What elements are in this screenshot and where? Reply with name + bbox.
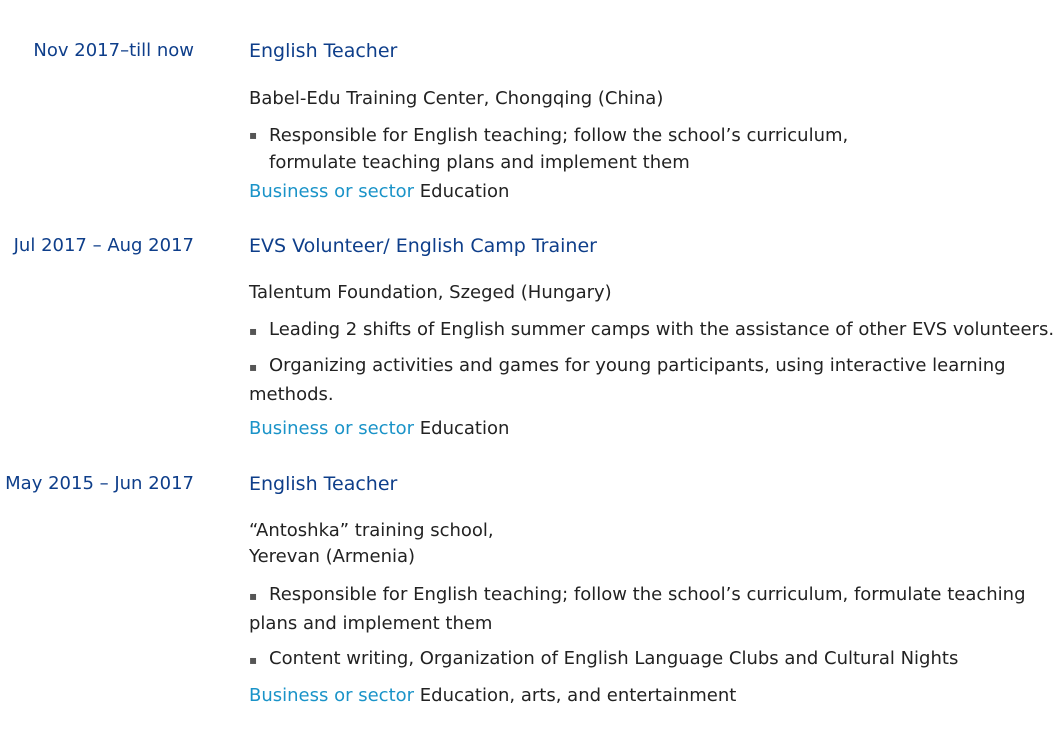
sector-label: Business or sector xyxy=(249,418,415,439)
entry-2-date: Jul 2017 – Aug 2017 xyxy=(13,235,194,256)
bullet-icon: ▪ xyxy=(249,324,258,338)
bullet-icon: ▪ xyxy=(249,360,258,374)
entry-2-bullet-2 xyxy=(249,352,1009,408)
entry-2-bullet-1 xyxy=(249,316,1055,345)
entry-1-date: Nov 2017–till now xyxy=(33,40,194,61)
entry-3-organization xyxy=(249,518,494,570)
bullet-text: Content writing, Organization of English Language Clubs and Cultural Nights xyxy=(269,648,959,669)
entry-1-title: English Teacher xyxy=(249,40,398,62)
organization-line-2: Yerevan (Armenia) xyxy=(249,546,416,567)
entry-2-sector xyxy=(249,418,509,439)
sector-value: Education, arts, and entertainment xyxy=(419,685,737,706)
entry-3-title: English Teacher xyxy=(249,473,398,495)
organization-line-1: “Antoshka” training school, xyxy=(249,520,494,541)
entry-2-title: EVS Volunteer/ English Camp Trainer xyxy=(249,235,597,257)
sector-value: Education xyxy=(419,418,510,439)
bullet-text: Leading 2 shifts of English summer camps with the assistance of other EVS volunteers. xyxy=(269,319,1055,340)
entry-1-bullet-1 xyxy=(249,122,909,176)
entry-3-bullet-1 xyxy=(249,581,1039,637)
sector-label: Business or sector xyxy=(249,181,415,202)
entry-3-sector xyxy=(249,685,736,706)
sector-value: Education xyxy=(419,181,510,202)
bullet-icon: ▪ xyxy=(249,589,258,603)
entry-2-organization: Talentum Foundation, Szeged (Hungary) xyxy=(249,282,612,303)
bullet-text: Responsible for English teaching; follow the school’s curriculum, formulate teaching plans and implement them xyxy=(269,125,849,173)
bullet-text: Responsible for English teaching; follow the school’s curriculum, formulate teaching plans and implement them xyxy=(249,584,1026,634)
entry-1-organization: Babel-Edu Training Center, Chongqing (China) xyxy=(249,88,664,109)
bullet-icon: ▪ xyxy=(249,128,258,142)
bullet-text: Organizing activities and games for young participants, using interactive learning methods. xyxy=(249,355,1006,405)
sector-label: Business or sector xyxy=(249,685,415,706)
entry-1-sector xyxy=(249,181,509,202)
entry-3-date: May 2015 – Jun 2017 xyxy=(5,473,194,494)
entry-3-bullet-2 xyxy=(249,645,1049,674)
bullet-icon: ▪ xyxy=(249,653,258,667)
